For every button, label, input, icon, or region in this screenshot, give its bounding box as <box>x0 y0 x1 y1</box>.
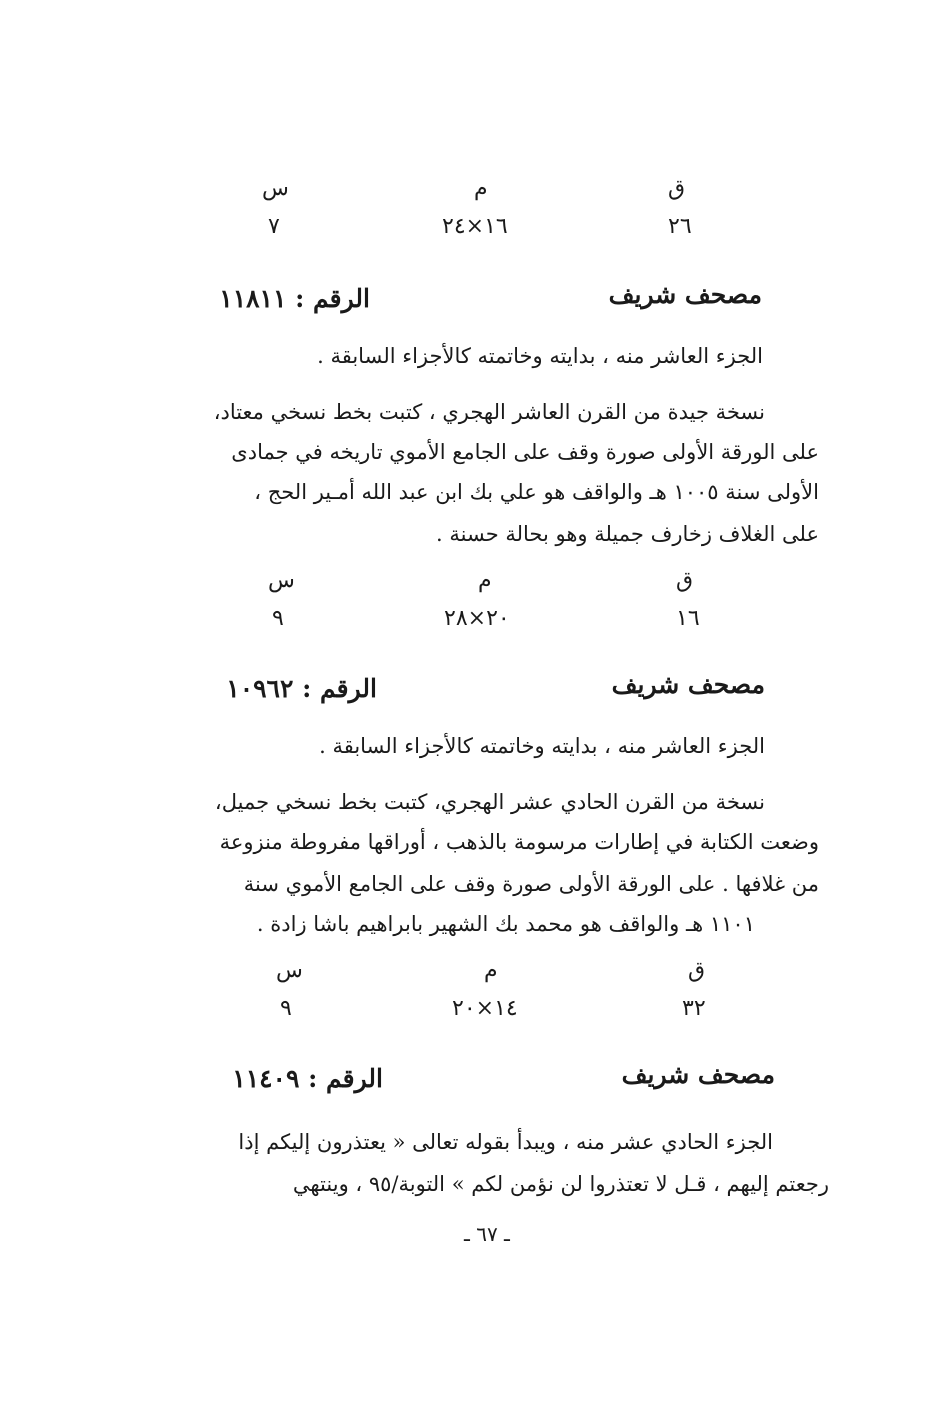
measure-label-q: ق <box>676 568 694 593</box>
description-line: على الغلاف زخارف جميلة وهو بحالة حسنة . <box>436 522 819 546</box>
entry-title: مصحف شريف <box>608 280 762 309</box>
entry-number: الرقم : ١١٨١١ <box>219 284 370 313</box>
entry-number: الرقم : ١١٤٠٩ <box>232 1064 383 1093</box>
measure-label-m: م <box>478 568 492 593</box>
measure-value-s: ٩ <box>272 606 284 631</box>
measure-value-s: ٩ <box>280 996 292 1021</box>
measure-value-q: ٣٢ <box>682 996 706 1021</box>
measure-value-m: ١٤×٢٠ <box>452 996 518 1021</box>
measure-value-q: ٢٦ <box>668 214 692 239</box>
description-line: الأولى سنة ١٠٠٥ هـ والواقف هو علي بك ابن عبد الله أمـير الحج ، <box>254 480 819 504</box>
measure-label-s: س <box>276 958 303 983</box>
measure-label-s: س <box>262 176 289 201</box>
description-line: وضعت الكتابة في إطارات مرسومة بالذهب ، أوراقها مفروطة منزوعة <box>219 830 819 854</box>
description-line: رجعتم إليهم ، قـل لا تعتذروا لن نؤمن لكم » التوبة/٩٥ ، وينتهي <box>292 1172 829 1196</box>
measure-label-s: س <box>268 568 295 593</box>
measure-value-s: ٧ <box>268 214 280 239</box>
entry-part: الجزء العاشر منه ، بدايته وخاتمته كالأجزاء السابقة . <box>317 344 763 368</box>
measure-label-q: ق <box>688 958 706 983</box>
page-number: ـ ٦٧ ـ <box>464 1222 510 1246</box>
description-line: ١١٠١ هـ والواقف هو محمد بك الشهير بابراهيم باشا زادة . <box>256 912 755 936</box>
description-line: من غلافها . على الورقة الأولى صورة وقف على الجامع الأموي سنة <box>243 872 819 896</box>
entry-title: مصحف شريف <box>611 670 765 699</box>
entry-title: مصحف شريف <box>621 1060 775 1089</box>
entry-part: الجزء العاشر منه ، بدايته وخاتمته كالأجزاء السابقة . <box>319 734 765 758</box>
description-line: نسخة من القرن الحادي عشر الهجري، كتبت بخط نسخي جميل، <box>214 790 765 814</box>
measure-value-m: ٢٠×٢٨ <box>444 606 510 631</box>
measure-value-m: ١٦×٢٤ <box>442 214 508 239</box>
entry-number: الرقم : ١٠٩٦٢ <box>226 674 377 703</box>
measure-label-q: ق <box>668 176 686 201</box>
description-line: على الورقة الأولى صورة وقف على الجامع الأموي تاريخه في جمادى <box>231 440 819 464</box>
measure-label-m: م <box>474 176 488 201</box>
description-line: نسخة جيدة من القرن العاشر الهجري ، كتبت بخط نسخي معتاد، <box>213 400 765 424</box>
description-line: الجزء الحادي عشر منه ، ويبدأ بقوله تعالى « يعتذرون إليكم إذا <box>238 1130 773 1154</box>
measure-value-q: ١٦ <box>676 606 700 631</box>
measure-label-m: م <box>484 958 498 983</box>
